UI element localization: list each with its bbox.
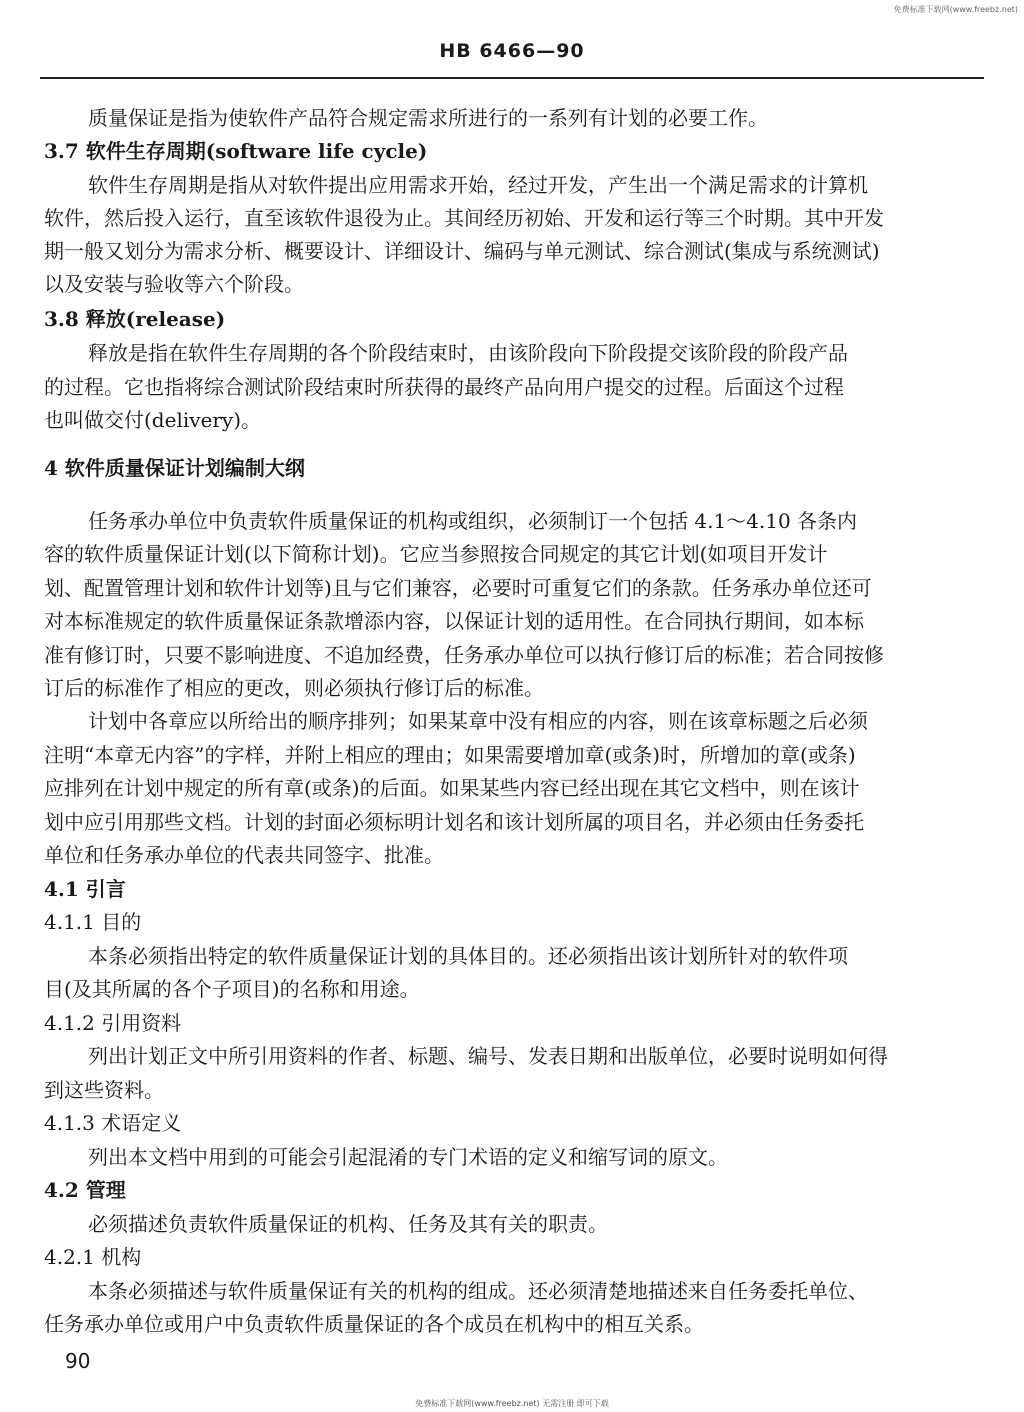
subsection-heading-4-1-2: 4.1.2 引用资料 <box>44 1011 182 1035</box>
subsection-heading-4-1-1: 4.1.1 目的 <box>44 910 142 934</box>
text-line: 软件，然后投入运行，直至该软件退役为止。其间经历初始、开发和运行等三个时期。其中开发 <box>44 206 884 230</box>
text-line: 单位和任务承办单位的代表共同签字、批准。 <box>44 843 444 867</box>
section-heading-4-1: 4.1 引言 <box>44 877 126 901</box>
text-line: 软件生存周期是指从对软件提出应用需求开始，经过开发，产生出一个满足需求的计算机 <box>88 173 868 197</box>
subsection-heading-4-1-3: 4.1.3 术语定义 <box>44 1111 182 1135</box>
text-line: 列出计划正文中所引用资料的作者、标题、编号、发表日期和出版单位，必要时说明如何得 <box>88 1044 888 1068</box>
section-heading-3-8: 3.8 释放(release) <box>44 307 226 331</box>
text-line: 对本标准规定的软件质量保证条款增添内容，以保证计划的适用性。在合同执行期间，如本标 <box>44 609 864 633</box>
text-line: 期一般又划分为需求分析、概要设计、详细设计、编码与单元测试、综合测试(集成与系统测试) <box>44 239 880 263</box>
subsection-heading-4-2-1: 4.2.1 机构 <box>44 1245 142 1269</box>
header-rule <box>40 77 984 79</box>
text-line: 释放是指在软件生存周期的各个阶段结束时，由该阶段向下阶段提交该阶段的阶段产品 <box>88 341 848 365</box>
text-line: 本条必须指出特定的软件质量保证计划的具体目的。还必须指出该计划所针对的软件项 <box>88 944 848 968</box>
top-watermark: 免费标准下载网(www.freebz.net) <box>893 5 1018 14</box>
text-line: 本条必须描述与软件质量保证有关的机构的组成。还必须清楚地描述来自任务委托单位、 <box>88 1279 868 1303</box>
bottom-watermark: 免费标准下载网(www.freebz.net) 无需注册 即可下载 <box>415 1399 609 1408</box>
text-line: 必须描述负责软件质量保证的机构、任务及其有关的职责。 <box>88 1212 608 1236</box>
chapter-heading-4: 4 软件质量保证计划编制大纲 <box>44 456 305 480</box>
section-heading-4-2: 4.2 管理 <box>44 1178 126 1202</box>
page-header: HB 6466—90 <box>439 40 585 62</box>
text-line: 应排列在计划中规定的所有章(或条)的后面。如果某些内容已经出现在其它文档中，则在该计 <box>44 776 860 800</box>
text-line: 任务承办单位中负责软件质量保证的机构或组织，必须制订一个包括 4.1～4.10 各条内 <box>88 509 858 533</box>
text-line: 容的软件质量保证计划(以下简称计划)。它应当参照按合同规定的其它计划(如项目开发计 <box>44 542 828 566</box>
text-line: 划、配置管理计划和软件计划等)且与它们兼容，必要时可重复它们的条款。任务承办单位还可 <box>44 576 872 600</box>
text-line: 注明“本章无内容”的字样，并附上相应的理由；如果需要增加章(或条)时，所增加的章(或条) <box>44 743 856 767</box>
text-line: 任务承办单位或用户中负责软件质量保证的各个成员在机构中的相互关系。 <box>44 1312 704 1336</box>
text-line: 到这些资料。 <box>44 1078 164 1102</box>
text-line: 订后的标准作了相应的更改，则必须执行修订后的标准。 <box>44 676 544 700</box>
text-line: 目(及其所属的各个子项目)的名称和用途。 <box>44 977 420 1001</box>
text-line: 也叫做交付(delivery)。 <box>44 408 262 432</box>
text-line: 划中应引用那些文档。计划的封面必须标明计划名和该计划所属的项目名，并必须由任务委托 <box>44 810 864 834</box>
text-line: 列出本文档中用到的可能会引起混淆的专门术语的定义和缩写词的原文。 <box>88 1145 728 1169</box>
text-line: 的过程。它也指将综合测试阶段结束时所获得的最终产品向用户提交的过程。后面这个过程 <box>44 375 844 399</box>
section-heading-3-7: 3.7 软件生存周期(software life cycle) <box>44 139 428 163</box>
page-number: 90 <box>65 1349 91 1373</box>
text-line: 计划中各章应以所给出的顺序排列；如果某章中没有相应的内容，则在该章标题之后必须 <box>88 709 868 733</box>
text-line: 以及安装与验收等六个阶段。 <box>44 272 304 296</box>
text-line: 质量保证是指为使软件产品符合规定需求所进行的一系列有计划的必要工作。 <box>88 106 768 130</box>
text-line: 准有修订时，只要不影响进度、不追加经费，任务承办单位可以执行修订后的标准；若合同按修 <box>44 643 884 667</box>
